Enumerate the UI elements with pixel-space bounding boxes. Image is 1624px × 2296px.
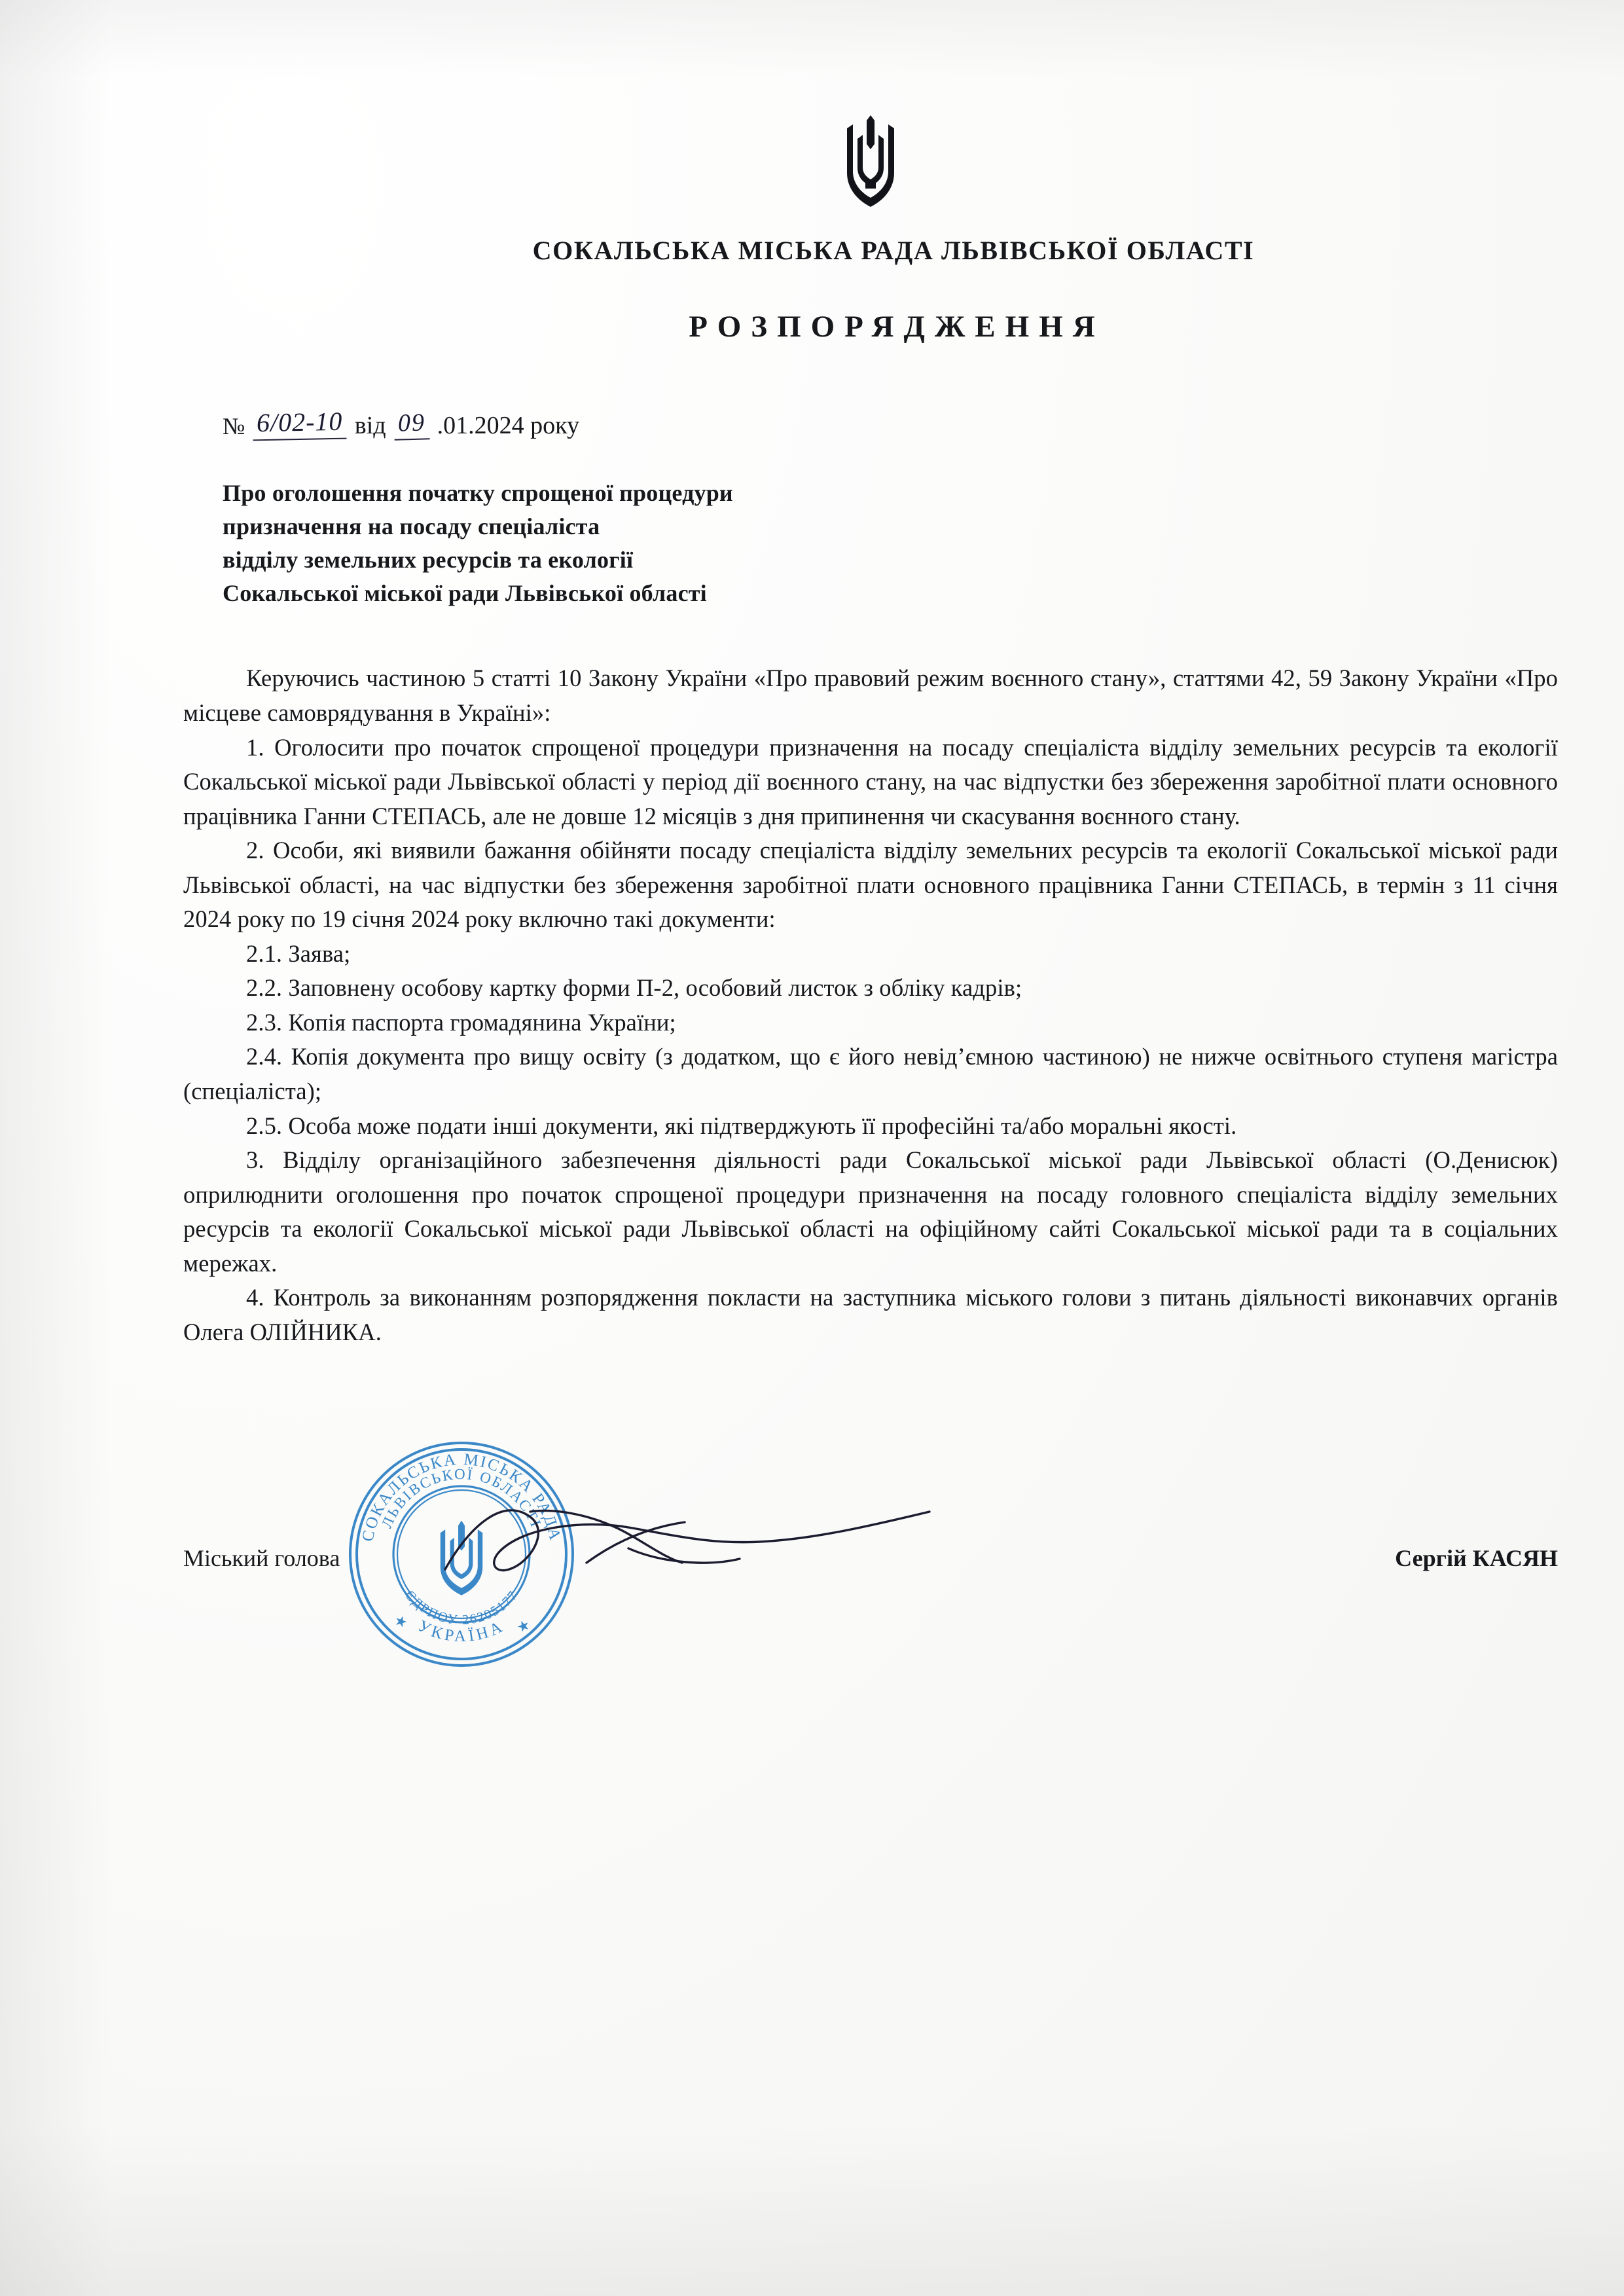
document-subject xyxy=(183,477,1558,610)
date-prefix-label: від xyxy=(354,412,386,439)
subject-line-2: призначення на посаду спеціаліста xyxy=(223,513,600,540)
scan-shading-top xyxy=(0,0,1624,79)
coat-of-arms-emblem xyxy=(183,111,1558,219)
document-type-heading: РОЗПОРЯДЖЕННЯ xyxy=(689,310,1105,344)
body-paragraph-1: 1. Оголосити про початок спрощеної процедури призначення на посаду спеціаліста відділу земельних ресурсів та екології Сокальської міської ради Львівської області у період дії воєнного стану, на час відпустки без збереження заробітної плати основного працівника Ганни СТЕПАСЬ, але не довше 12 місяців з дня припинення чи скасування воєнного стану. xyxy=(183,733,1558,829)
subject-line-4: Сокальської міської ради Львівської області xyxy=(223,580,707,607)
svg-text:ЛЬВІВСЬКОЇ ОБЛАСТІ: ЛЬВІВСЬКОЇ ОБЛАСТІ xyxy=(378,1466,545,1531)
body-paragraph-2-4: 2.4. Копія документа про вищу освіту (з додатком, що є його невід’ємною частиною) не нижче освітнього ступеня магістра (спеціаліста); xyxy=(183,1043,1558,1104)
document-body xyxy=(183,661,1558,1349)
body-paragraph-2-3: 2.3. Копія паспорта громадянина України; xyxy=(246,1008,676,1036)
svg-text:★: ★ xyxy=(390,1611,412,1632)
signature-block xyxy=(183,1450,1558,1646)
scan-shading-bottom xyxy=(0,2126,1624,2296)
body-paragraph-4: 4. Контроль за виконанням розпорядження покласти на заступника міського голови з питань діяльності виконавчих органів Олега ОЛІЙНИКА. xyxy=(183,1284,1558,1345)
official-seal-stamp xyxy=(340,1433,583,1675)
signer-name: Сергій КАСЯН xyxy=(1395,1545,1558,1572)
document-content xyxy=(183,111,1558,1646)
number-label: № xyxy=(223,413,245,439)
number-value-handwritten: 6/02-10 xyxy=(253,406,347,441)
organization-title: СОКАЛЬСЬКА МІСЬКА РАДА ЛЬВІВСЬКОЇ ОБЛАСТІ xyxy=(532,236,1255,265)
emblem-label xyxy=(910,111,911,112)
body-paragraph-2-1: 2.1. Заява; xyxy=(246,939,351,967)
scan-shading-left xyxy=(0,0,111,2296)
body-paragraph-2-5: 2.5. Особа може подати інші документи, які підтверджують її професійні та/або моральні якості. xyxy=(246,1112,1237,1139)
svg-text:УКРАЇНА: УКРАЇНА xyxy=(415,1617,508,1646)
trident-icon xyxy=(831,111,910,216)
signer-position: Міський голова xyxy=(183,1545,340,1572)
document-number-line xyxy=(183,401,1558,440)
body-paragraph-2: 2. Особи, які виявили бажання обійняти посаду спеціаліста відділу земельних ресурсів та екології Сокальської міської ради Львівської області, на час відпустки без збереження заробітної плати основного працівника Ганни СТЕПАСЬ, в термін з 11 січня 2024 року по 19 січня 2024 року включно такі документи: xyxy=(183,837,1558,933)
handwritten-signature xyxy=(432,1471,969,1622)
date-rest-label: .01.2024 року xyxy=(437,412,580,439)
subject-line-1: Про оголошення початку спрощеної процедури xyxy=(223,480,733,506)
preamble-paragraph: Керуючись частиною 5 статті 10 Закону України «Про правовий режим воєнного стану», статтями 42, 59 Закону України «Про місцеве самоврядування в Україні»: xyxy=(183,665,1558,726)
date-day-handwritten: 09 xyxy=(393,408,429,440)
svg-text:СОКАЛЬСЬКА МІСЬКА РАДА: СОКАЛЬСЬКА МІСЬКА РАДА xyxy=(359,1450,564,1544)
body-paragraph-2-2: 2.2. Заповнену особову картку форми П-2, особовий листок з обліку кадрів; xyxy=(246,974,1022,1002)
body-paragraph-3: 3. Відділу організаційного забезпечення діяльності ради Сокальської міської ради Львівської області (О.Денисюк) оприлюднити оголошення про початок спрощеної процедури призначення на посаду головного спеціаліста відділу земельних ресурсів та екології Сокальської міської ради Львівської області на офіційному сайті Сокальської міської ради та в соціальних мережах. xyxy=(183,1146,1558,1277)
svg-text:★: ★ xyxy=(513,1616,535,1637)
svg-text:ЄДРПОУ 26205177: ЄДРПОУ 26205177 xyxy=(401,1587,522,1628)
subject-line-3: відділу земельних ресурсів та екології xyxy=(223,547,634,574)
